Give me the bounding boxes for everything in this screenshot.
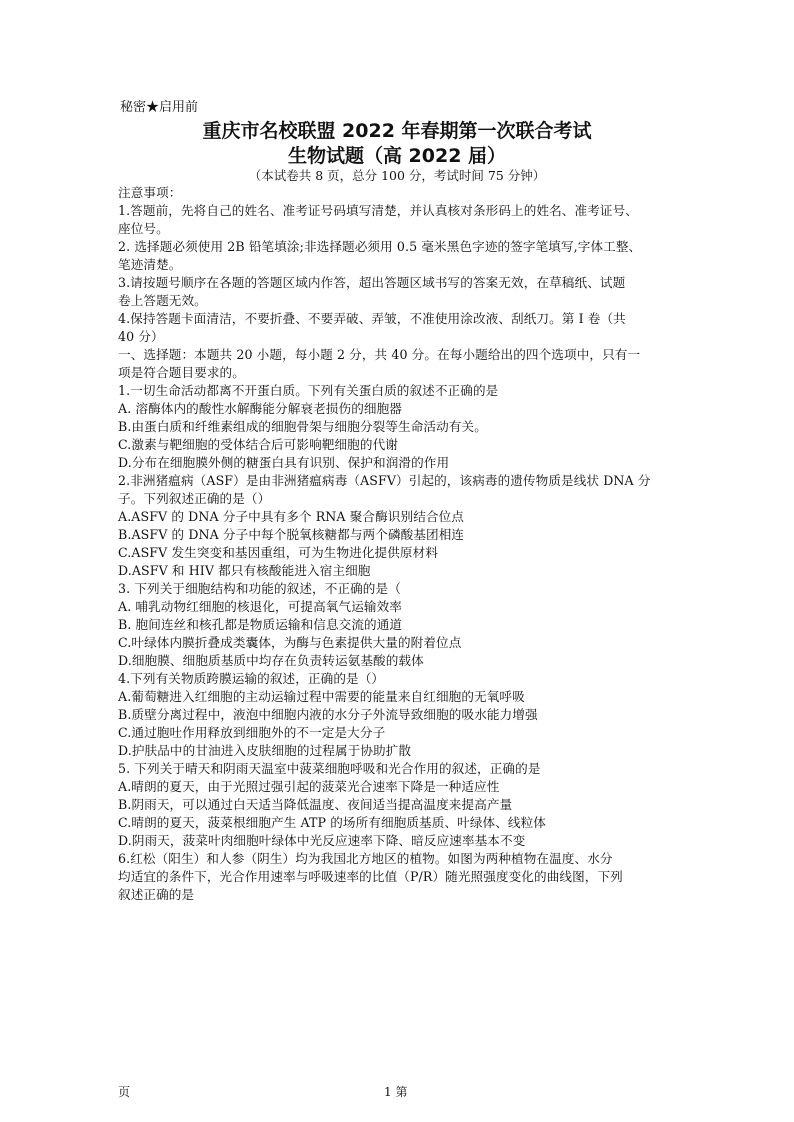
notice-line: 40 分）: [118, 329, 164, 344]
question-option: A.晴朗的夏天，由于光照过强引起的菠菜光合速率下降是一种适应性: [118, 779, 500, 794]
question-option: B.阴雨天，可以通过白天适当降低温度、夜间适当提高温度来提高产量: [118, 797, 513, 812]
question-option: D.ASFV 和 HIV 都只有核酸能进入宿主细胞: [118, 563, 371, 578]
notice-line: 3.请按题号顺序在各题的答题区域内作答，超出答题区域书写的答案无效，在草稿纸、试题: [118, 275, 626, 290]
notice-heading: 注意事项：: [118, 185, 182, 200]
question-stem: 5. 下列关于晴天和阴雨天温室中菠菜细胞呼吸和光合作用的叙述，正确的是: [118, 761, 541, 776]
notice-line: 2. 选择题必须使用 2B 铅笔填涂;非选择题必须用 0.5 毫米黑色字迹的签字笔填写,字体工整、: [118, 239, 642, 254]
question-option: C.ASFV 发生突变和基因重组，可为生物进化提供原材料: [118, 545, 439, 560]
question-stem: 子。下列叙述正确的是（）: [118, 491, 271, 506]
question-stem: 2.非洲猪瘟病（ASF）是由非洲猪瘟病毒（ASFV）引起的，该病毒的遗传物质是线状 DNA 分: [118, 473, 651, 488]
exam-info: （本试卷共 8 页，总分 100 分，考试时间 75 分钟）: [248, 168, 546, 183]
question-stem: 6.红松（阳生）和人参（阴生）均为我国北方地区的植物。如图为两种植物在温度、水分: [118, 851, 613, 866]
question-option: D.细胞膜、细胞质基质中均存在负责转运氨基酸的载体: [118, 653, 424, 668]
question-stem: 1.一切生命活动都离不开蛋白质。下列有关蛋白质的叙述不正确的是: [118, 383, 499, 398]
question-option: C.晴朗的夏天，菠菜根细胞产生 ATP 的场所有细胞质基质、叶绿体、线粒体: [118, 815, 546, 830]
secret-mark: 秘密★启用前: [120, 100, 199, 115]
question-option: D.分布在细胞膜外侧的糖蛋白具有识别、保护和润滑的作用: [118, 455, 450, 470]
question-option: B.由蛋白质和纤维素组成的细胞骨架与细胞分裂等生命活动有关。: [118, 419, 487, 434]
question-option: A. 溶酶体内的酸性水解酶能分解衰老损伤的细胞器: [118, 401, 402, 416]
question-stem: 4.下列有关物质跨膜运输的叙述，正确的是（）: [118, 671, 385, 686]
question-option: D.阴雨天，菠菜叶肉细胞叶绿体中光反应速率下降、暗反应速率基本不变: [118, 833, 526, 848]
notice-line: 座位号。: [118, 221, 169, 236]
notice-line: 笔迹清楚。: [118, 257, 182, 272]
question-option: C.激素与靶细胞的受体结合后可影响靶细胞的代谢: [118, 437, 398, 452]
question-option: A. 哺乳动物红细胞的核退化，可提高氧气运输效率: [118, 599, 402, 614]
question-stem: 叙述正确的是: [118, 887, 195, 902]
question-option: C.通过胞吐作用释放到细胞外的不一定是大分子: [118, 725, 386, 740]
exam-body: [118, 184, 678, 904]
question-option: B.质壁分离过程中，液泡中细胞内液的水分子外流导致细胞的吸水能力增强: [118, 707, 538, 722]
section-heading: 一、选择题：本题共 20 小题，每小题 2 分，共 40 分。在每小题给出的四个选项中，只有一: [118, 347, 641, 362]
question-option: D.护肤品中的甘油进入皮肤细胞的过程属于协助扩散: [118, 743, 412, 758]
question-option: C.叶绿体内膜折叠成类囊体，为酶与色素提供大量的附着位点: [118, 635, 462, 650]
question-stem: 均适宜的条件下，光合作用速率与呼吸速率的比值（P/R）随光照强度变化的曲线图，下列: [118, 869, 623, 884]
subject-title: 生物试题（高 2022 届）: [287, 145, 507, 167]
question-option: A.ASFV 的 DNA 分子中具有多个 RNA 聚合酶识别结合位点: [118, 509, 464, 524]
notice-line: 卷上答题无效。: [118, 293, 207, 308]
footer-page-label: 页: [118, 1085, 131, 1099]
question-option: B. 胞间连丝和核孔都是物质运输和信息交流的通道: [118, 617, 403, 632]
footer-page-number: 1 第: [384, 1085, 408, 1099]
exam-title: 重庆市名校联盟 2022 年春期第一次联合考试: [202, 120, 592, 142]
notice-line: 4.保持答题卡面清洁，不要折叠、不要弄破、弄皱，不准使用涂改液、刮纸刀。第 I 卷（共: [118, 311, 626, 326]
question-option: B.ASFV 的 DNA 分子中每个脱氧核糖都与两个磷酸基团相连: [118, 527, 465, 542]
question-stem: 3. 下列关于细胞结构和功能的叙述，不正确的是（: [118, 581, 401, 596]
notice-line: 1.答题前，先将自己的姓名、准考证号码填写清楚，并认真核对条形码上的姓名、准考证号、: [118, 203, 638, 218]
section-heading: 项是符合题目要求的。: [118, 365, 245, 380]
question-option: A.葡萄糖进入红细胞的主动运输过程中需要的能量来自红细胞的无氧呼吸: [118, 689, 525, 704]
